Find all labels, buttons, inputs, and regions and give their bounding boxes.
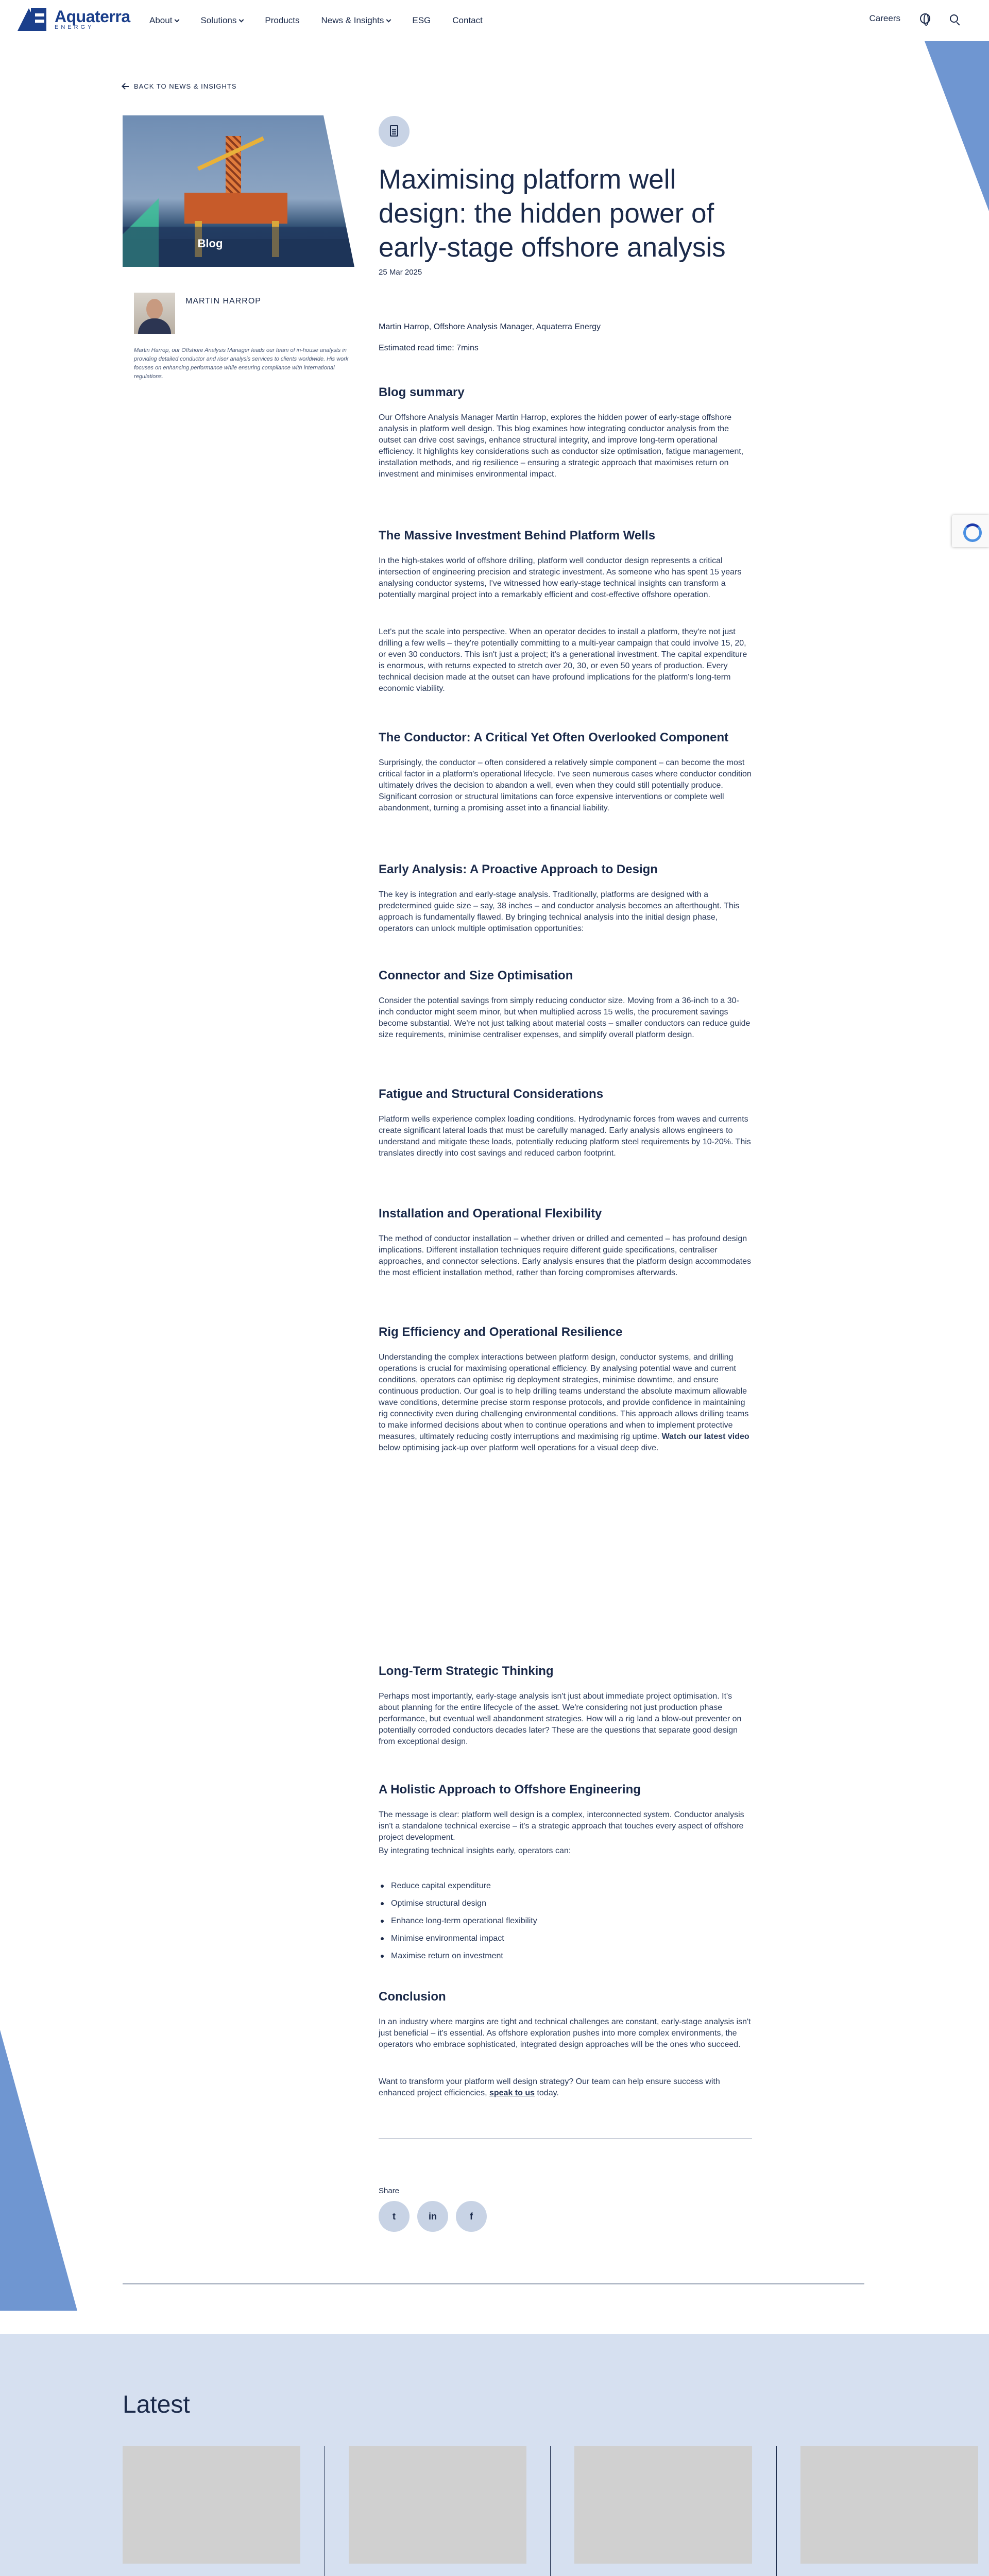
divider xyxy=(379,2138,752,2139)
card-image xyxy=(349,2446,526,2564)
news-card[interactable] xyxy=(349,2446,529,2576)
section-heading-conductor: The Conductor: A Critical Yet Often Overlooked Component xyxy=(379,731,729,744)
section-paragraph: Surprisingly, the conductor – often considered a relatively simple component – can become the most critical factor in a platform's operational lifecycle. I've seen numerous cases where conductor condition ultimately drives the decision to abandon a well, even when they could still potentially produce. Significant corrosion or structural limitations can force expensive interventions or complete well abandonment, turning a promising asset into a financial liability. xyxy=(379,758,752,812)
hero-category-label: Blog xyxy=(197,237,223,250)
share-label: Share xyxy=(379,2187,400,2195)
news-card[interactable] xyxy=(800,2446,981,2576)
share-facebook-button[interactable] xyxy=(456,2201,487,2232)
section-paragraph: In an industry where margins are tight and technical challenges are constant, early-stage analysis isn't just beneficial – it's essential. As offshore exploration pushes into more complex environments, the operators who embrace sophisticated, integrated design approaches will be the ones who succeed. xyxy=(379,2018,751,2049)
section-heading-rig-efficiency: Rig Efficiency and Operational Resilience xyxy=(379,1325,623,1339)
section-paragraph: Consider the potential savings from simply reducing conductor size. Moving from a 36-inch to a 30-inch conductor might seem minor, but when multiplied across 15 wells, the procurement savings become substantial. We're not just talking about material costs – smaller conductors can reduce guide size requirements, minimise centraliser expenses, and simplify overall platform design. xyxy=(379,996,751,1039)
nav-item-solutions[interactable]: Solutions xyxy=(200,15,243,26)
arrow-left-icon xyxy=(123,86,129,87)
article-date: 25 Mar 2025 xyxy=(379,268,422,277)
card-image xyxy=(123,2446,300,2564)
main-nav xyxy=(149,15,483,26)
facebook-icon: f xyxy=(470,2211,473,2222)
section-heading-holistic: A Holistic Approach to Offshore Engineering xyxy=(379,1783,641,1797)
recaptcha-badge[interactable] xyxy=(952,515,989,547)
section-paragraph: Platform wells experience complex loading conditions. Hydrodynamic forces from waves and currents create significant lateral loads that must be carefully managed. Early analysis allows engineers to understand and mitigate these loads, potentially reducing platform steel requirements by 10-20%. This translates directly into cost savings and reduced carbon footprint. xyxy=(379,1115,751,1158)
section-paragraph: The key is integration and early-stage analysis. Traditionally, platforms are designed with a predetermined guide size – say, 38 inches – and conductor analysis becomes an afterthought. This approach is fundamentally flawed. By bringing technical analysis into the initial design phase, operators can unlock multiple optimisation opportunities: xyxy=(379,890,740,933)
chevron-down-icon xyxy=(239,17,244,22)
news-card[interactable] xyxy=(123,2446,303,2576)
nav-item-news-insights[interactable]: News & Insights xyxy=(321,15,390,26)
list-item: Reduce capital expenditure xyxy=(379,1880,739,1898)
section-heading-fatigue: Fatigue and Structural Considerations xyxy=(379,1087,604,1101)
back-to-news-link[interactable]: BACK TO NEWS & INSIGHTS xyxy=(123,82,237,90)
section-heading-investment: The Massive Investment Behind Platform Wells xyxy=(379,529,656,543)
section-heading-conclusion: Conclusion xyxy=(379,1990,446,2004)
section-heading-long-term: Long-Term Strategic Thinking xyxy=(379,1664,554,1678)
summary-paragraph: Our Offshore Analysis Manager Martin Harrop, explores the hidden power of early-stage offshore analysis in platform well design. This blog examines how integrating conductor analysis from the outset can drive cost savings, enhance structural integrity, and improve long-term operational efficiency. It highlights key considerations such as conductor size optimisation, fatigue management, installation methods, and rig resilience – ensuring a strategic approach that maximises return on investment and minimises environmental impact. xyxy=(379,413,744,479)
section-paragraph: In the high-stakes world of offshore drilling, platform well conductor design represents a critical intersection of engineering precision and strategic investment. As someone who has spent 15 years analysing conductor systems, I've witnessed how early-stage technical insights can transform a potentially marginal project into a remarkably efficient and cost-effective offshore operation. xyxy=(379,556,742,599)
nav-item-esg[interactable]: ESG xyxy=(412,15,431,25)
latest-heading: Latest xyxy=(123,2391,190,2418)
section-paragraph: Perhaps most importantly, early-stage analysis isn't just about immediate project optimisation. It's about planning for the entire lifecycle of the asset. We're considering not just production phase performance, but eventual well abandonment strategies. How will a rig land a blow-out preventer on potentially corroded conductors decades later? These are the questions that separate good design from exceptional design. xyxy=(379,1692,742,1746)
section-paragraph: Want to transform your platform well design strategy? Our team can help ensure success with enhanced project efficiencies, speak to us today. xyxy=(379,2077,720,2097)
logo-mark-icon xyxy=(18,7,52,32)
divider xyxy=(123,2283,864,2284)
article-read-time: Estimated read time: 7mins xyxy=(379,344,479,352)
article-byline: Martin Harrop, Offshore Analysis Manager, Aquaterra Energy xyxy=(379,323,601,331)
card-image xyxy=(574,2446,752,2564)
author-bio: Martin Harrop, our Offshore Analysis Manager leads our team of in-house analysts in providing detailed conductor and riser analysis services to clients worldwide. His work focuses on enhancing performance while ensuring compliance with international regulations. xyxy=(134,347,349,380)
section-paragraph: The message is clear: platform well design is a complex, interconnected system. Conductor analysis isn't a standalone technical exercise – it's a strategic approach that touches every aspect of offshore project development. xyxy=(379,1810,744,1842)
section-paragraph: Let's put the scale into perspective. When an operator decides to install a platform, they're not just drilling a few wells – they're potentially committing to a multi-year campaign that could involve 15, 20, or even 30 conductors. This isn't just a project; it's a generational investment. The capital expenditure is enormous, with returns expected to stretch over 20, 30, or even 50 years of production. Every technical decision made at the outset can have profound implications for the platform's long-term economic viability. xyxy=(379,628,747,693)
list-item: Optimise structural design xyxy=(379,1898,739,1916)
logo-name: Aquaterra xyxy=(55,7,130,26)
linkedin-icon: in xyxy=(429,2211,437,2222)
twitter-icon: t xyxy=(393,2211,396,2222)
card-separator xyxy=(776,2446,777,2576)
news-card[interactable] xyxy=(574,2446,755,2576)
list-item: Enhance long-term operational flexibility xyxy=(379,1916,739,1933)
article-type-badge xyxy=(379,116,410,147)
section-paragraph: By integrating technical insights early, operators can: xyxy=(379,1846,571,1855)
decorative-triangle-top-right xyxy=(925,41,989,211)
nav-item-contact[interactable]: Contact xyxy=(452,15,483,25)
benefits-list xyxy=(379,1880,739,1968)
nav-item-products[interactable]: Products xyxy=(265,15,300,25)
section-heading-connector: Connector and Size Optimisation xyxy=(379,969,573,982)
section-paragraph: The method of conductor installation – whether driven or drilled and cemented – has profound design implications. Different installation techniques require different guide specifications, centraliser approaches, and connector selections. Early analysis ensures that the platform design accommodates the most efficient installation method, rather than forcing compromises afterwards. xyxy=(379,1234,752,1277)
section-heading-early-analysis: Early Analysis: A Proactive Approach to Design xyxy=(379,862,658,876)
logo[interactable] xyxy=(18,7,130,32)
chevron-down-icon xyxy=(175,17,180,22)
hero-image xyxy=(123,115,354,267)
section-heading-summary: Blog summary xyxy=(379,385,465,399)
share-twitter-button[interactable] xyxy=(379,2201,410,2232)
card-separator xyxy=(550,2446,551,2576)
list-item: Minimise environmental impact xyxy=(379,1933,739,1951)
decorative-triangle-bottom-left xyxy=(0,2030,77,2311)
author-name: MARTIN HARROP xyxy=(185,297,261,306)
document-icon xyxy=(390,125,398,137)
site-header xyxy=(0,0,989,41)
nav-item-careers[interactable]: Careers xyxy=(869,13,900,23)
card-image xyxy=(800,2446,978,2564)
page-title: Maximising platform well design: the hidden power of early-stage offshore analysis xyxy=(379,164,726,263)
globe-icon[interactable] xyxy=(920,13,930,24)
section-paragraph: Understanding the complex interactions between platform design, conductor systems, and drilling operations is crucial for maximising operational efficiency. By analysing potential wave and current conditions, operators can optimise rig deployment strategies, minimise downtime, and ensure continuous production. Our goal is to help drilling teams understand the absolute maximum allowable wave conditions, determine precise storm response protocols, and provide confidence in maintaining rig connectivity even during challenging environmental conditions. This approach allows drilling teams to make informed decisions about when to continue operations and when to implement protective measures, ultimately reducing costly interruptions and maximising rig uptime. Watch our latest video below optimising jack-up over platform well operations for a visual deep dive. xyxy=(379,1353,749,1452)
chevron-down-icon xyxy=(386,17,391,22)
author-avatar xyxy=(134,293,175,334)
logo-sub: ENERGY xyxy=(55,24,94,30)
watch-video-link[interactable]: Watch our latest video xyxy=(661,1432,749,1441)
share-linkedin-button[interactable] xyxy=(417,2201,448,2232)
list-item: Maximise return on investment xyxy=(379,1951,739,1968)
nav-item-about[interactable]: About xyxy=(149,15,179,26)
section-heading-installation: Installation and Operational Flexibility xyxy=(379,1207,602,1221)
search-icon[interactable] xyxy=(950,14,958,23)
speak-to-us-link[interactable]: speak to us xyxy=(489,2089,535,2097)
